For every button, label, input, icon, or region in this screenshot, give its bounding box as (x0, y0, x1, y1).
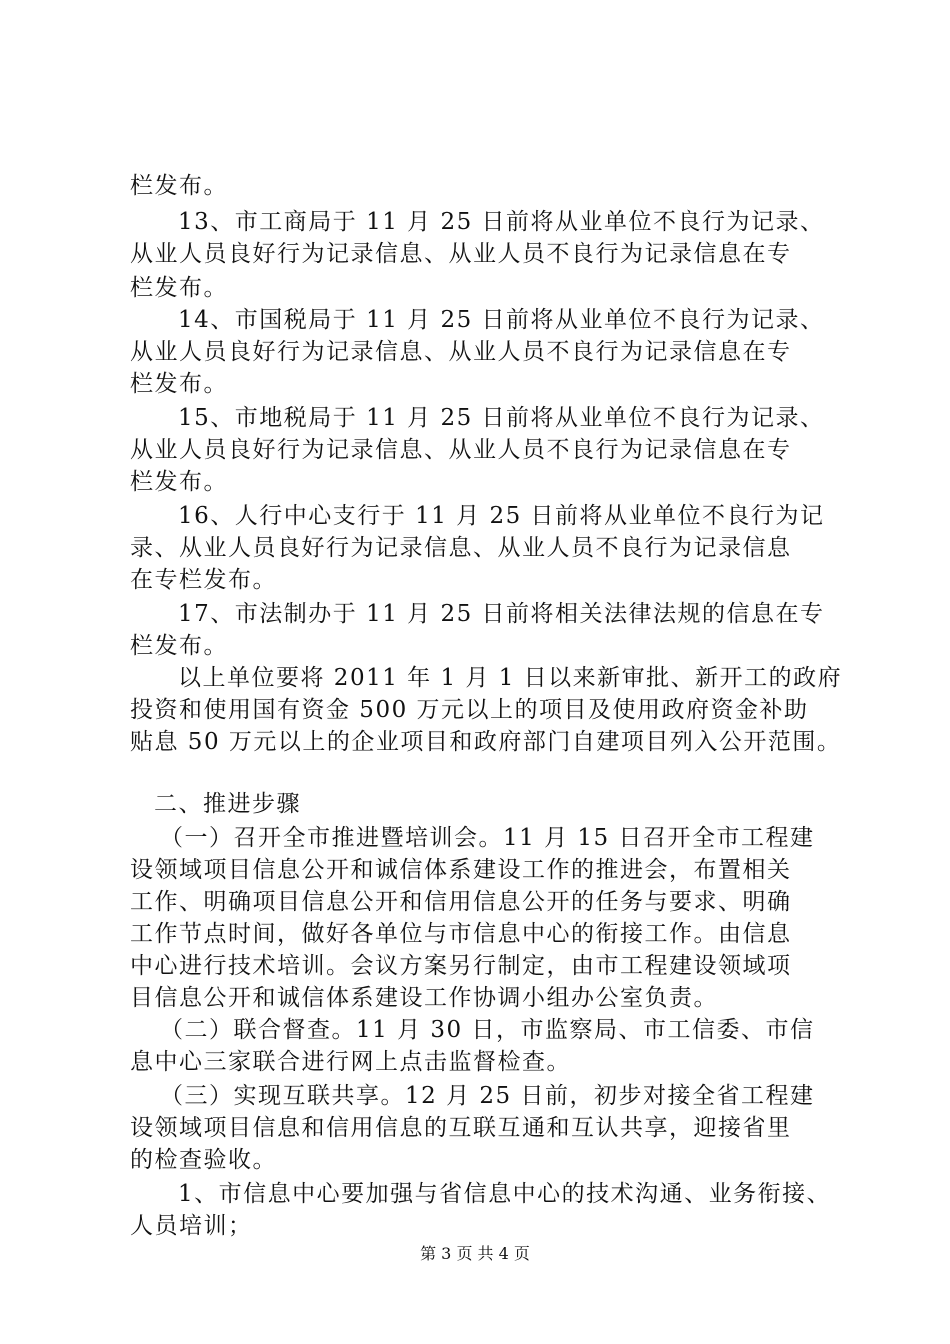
text-line: 人员培训； (130, 1213, 253, 1239)
text-line: 息中心三家联合进行网上点击监督检查。 (130, 1049, 571, 1075)
page-footer: 第 3 页 共 4 页 (420, 1244, 530, 1263)
text-line: 设领域项目信息公开和诚信体系建设工作的推进会，布置相关 (130, 857, 792, 883)
text-line: 栏发布。 (130, 371, 228, 397)
text-line: 栏发布。 (130, 469, 228, 495)
text-line: 工作节点时间，做好各单位与市信息中心的衔接工作。由信息 (130, 921, 792, 947)
text-line: 从业人员良好行为记录信息、从业人员不良行为记录信息在专 (130, 437, 792, 463)
text-line: 的检查验收。 (130, 1147, 277, 1173)
text-line: 在专栏发布。 (130, 567, 277, 593)
text-line: 栏发布。 (130, 633, 228, 659)
text-line: 工作、明确项目信息公开和信用信息公开的任务与要求、明确 (130, 889, 792, 915)
text-line: 投资和使用国有资金 500 万元以上的项目及使用政府资金补助 (130, 697, 809, 723)
text-line: 从业人员良好行为记录信息、从业人员不良行为记录信息在专 (130, 339, 792, 365)
text-line: 栏发布。 (130, 173, 228, 199)
text-line: 录、从业人员良好行为记录信息、从业人员不良行为记录信息 (130, 535, 792, 561)
text-line: 贴息 50 万元以上的企业项目和政府部门自建项目列入公开范围。 (130, 729, 842, 755)
text-line: 从业人员良好行为记录信息、从业人员不良行为记录信息在专 (130, 241, 792, 267)
text-line: （二）联合督查。11 月 30 日，市监察局、市工信委、市信 (160, 1017, 815, 1043)
text-line: 以上单位要将 2011 年 1 月 1 日以来新审批、新开工的政府 (178, 665, 843, 691)
text-line: 目信息公开和诚信体系建设工作协调小组办公室负责。 (130, 985, 718, 1011)
text-line: 中心进行技术培训。会议方案另行制定，由市工程建设领域项 (130, 953, 792, 979)
text-line: 17、市法制办于 11 月 25 日前将相关法律法规的信息在专 (178, 601, 825, 627)
text-line: 1、市信息中心要加强与省信息中心的技术沟通、业务衔接、 (178, 1181, 832, 1207)
text-line: 15、市地税局于 11 月 25 日前将从业单位不良行为记录、 (178, 405, 825, 431)
text-line: 16、人行中心支行于 11 月 25 日前将从业单位不良行为记 (178, 503, 825, 529)
section-heading: 二、推进步骤 (154, 791, 301, 817)
text-line: 设领域项目信息和信用信息的互联互通和互认共享，迎接省里 (130, 1115, 792, 1141)
text-line: 14、市国税局于 11 月 25 日前将从业单位不良行为记录、 (178, 307, 825, 333)
text-line: （三）实现互联共享。12 月 25 日前，初步对接全省工程建 (160, 1083, 815, 1109)
text-line: （一）召开全市推进暨培训会。11 月 15 日召开全市工程建 (160, 825, 815, 851)
text-line: 13、市工商局于 11 月 25 日前将从业单位不良行为记录、 (178, 209, 825, 235)
text-line: 栏发布。 (130, 275, 228, 301)
